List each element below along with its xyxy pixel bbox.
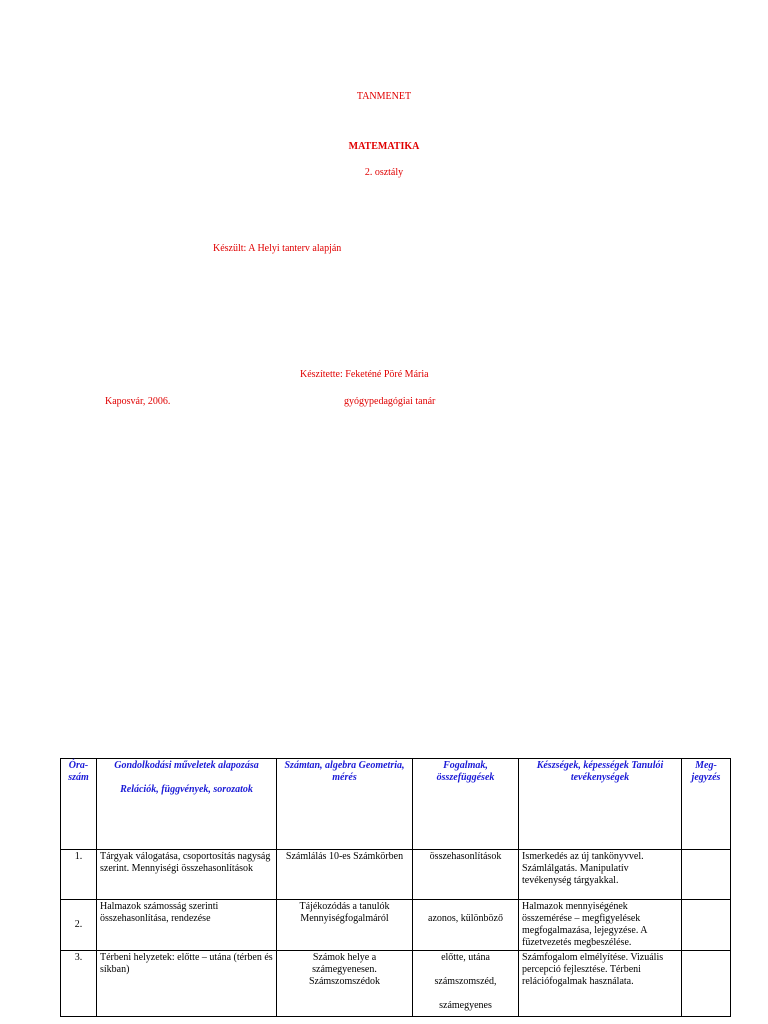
fogalmak-line: előtte, utána (441, 952, 490, 963)
cover-place-date: Kaposvár, 2006. (105, 396, 171, 407)
cover-grade: 2. osztály (364, 167, 404, 178)
table-row (61, 900, 731, 951)
table-row (61, 951, 731, 1017)
header-megjegyzes: Meg-jegyzés (682, 759, 731, 850)
row-fogalmak: azonos, különböző (413, 900, 519, 951)
row-szamtan: Tájékozódás a tanulók Mennyiségfogalmáról (277, 900, 413, 951)
lesson-plan-table (60, 758, 731, 1017)
row-szamtan: Számlálás 10-es Számkörben (277, 850, 413, 900)
row-fogalmak: összehasonlítások (413, 850, 519, 900)
cover-role: gyógypedagógiai tanár (344, 396, 436, 407)
cover-basis: Készült: A Helyi tanterv alapján (213, 243, 342, 254)
header-szamtan: Számtan, algebra Geometria, mérés (277, 759, 413, 850)
row-number: 1. (61, 850, 97, 900)
row-szamtan: Számok helye a számegyenesen. Számszomszédok (277, 951, 413, 1017)
table-header-row (61, 759, 731, 850)
row-keszsegek: Számfogalom elmélyítése. Vizuális percepció fejlesztése. Térbeni relációfogalmak használata. (519, 951, 682, 1017)
row-megjegyzes (682, 951, 731, 1017)
row-number: 3. (61, 951, 97, 1017)
header-keszsegek: Készségek, képességek Tanulói tevékenységek (519, 759, 682, 850)
row-keszsegek: Halmazok mennyiségének összemérése – megfigyelések megfogalmazása, lejegyzése. A füzetvezetés megbeszélése. (519, 900, 682, 951)
header-gondolkodasi: Gondolkodási műveletek alapozása Relációk, függvények, sorozatok (97, 759, 277, 850)
row-gondolkodasi: Tárgyak válogatása, csoportosítás nagyság szerint. Mennyiségi összehasonlítások (97, 850, 277, 900)
cover-author: Készítette: Feketéné Pöré Mária (300, 369, 429, 380)
cover-subject: MATEMATIKA (348, 141, 420, 152)
cover-title: TANMENET (356, 91, 412, 102)
header-fogalmak: Fogalmak, összefüggések (413, 759, 519, 850)
row-keszsegek: Ismerkedés az új tankönyvvel. Számlálgatás. Manipulatív tevékenység tárgyakkal. (519, 850, 682, 900)
row-number: 2. (61, 900, 97, 951)
fogalmak-line: számszomszéd, (434, 976, 497, 987)
row-gondolkodasi: Térbeni helyzetek: előtte – utána (térben és síkban) (97, 951, 277, 1017)
row-megjegyzes (682, 900, 731, 951)
fogalmak-line: számegyenes (439, 1000, 492, 1011)
row-fogalmak (413, 951, 519, 1017)
table-row (61, 850, 731, 900)
row-gondolkodasi: Halmazok számosság szerinti összehasonlítása, rendezése (97, 900, 277, 951)
row-megjegyzes (682, 850, 731, 900)
header-ora-szam: Óra-szám (61, 759, 97, 850)
